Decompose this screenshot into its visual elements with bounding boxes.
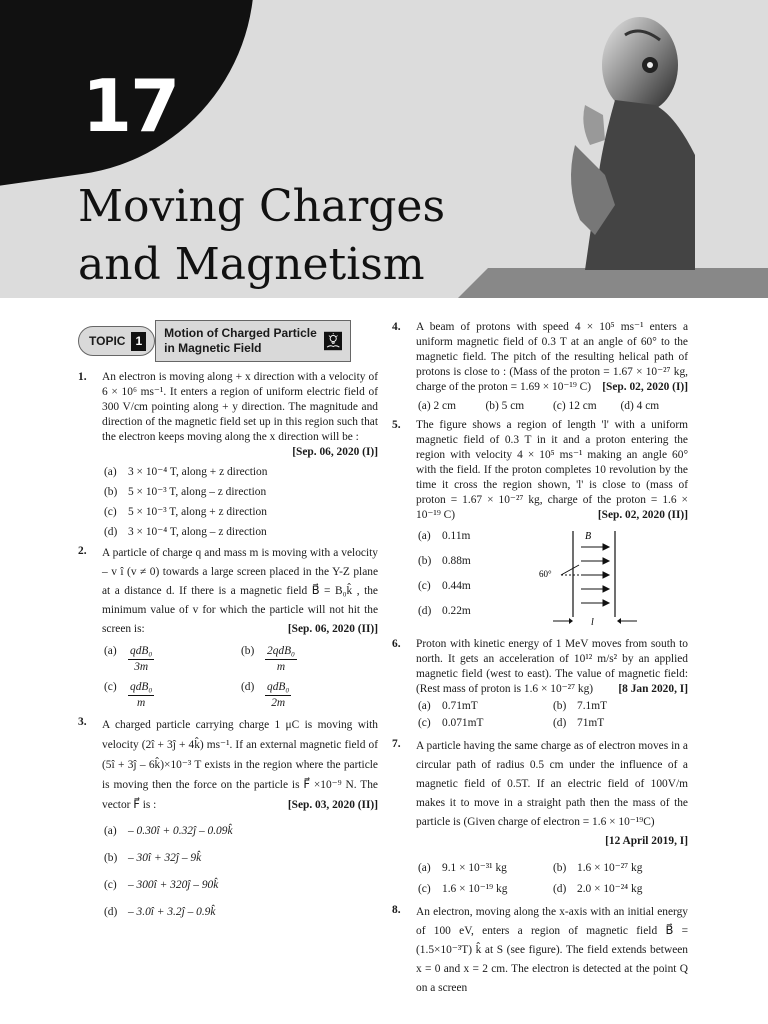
option[interactable] xyxy=(418,861,553,876)
question-number: 5. xyxy=(392,419,401,431)
option[interactable] xyxy=(486,399,554,414)
question-number: 8. xyxy=(392,904,401,916)
option-row xyxy=(418,399,688,414)
question-number: 4. xyxy=(392,321,401,333)
question-5 xyxy=(392,418,688,523)
thinking-robot-image xyxy=(545,5,695,270)
option-label: (a) xyxy=(418,530,431,542)
option[interactable] xyxy=(104,525,378,540)
question-source: [Sep. 06, 2020 (II)] xyxy=(287,623,378,635)
option-label: (a) xyxy=(104,825,117,837)
option-label: (d) xyxy=(620,400,634,412)
option[interactable] xyxy=(553,716,688,731)
question-source: [Sep. 02, 2020 (II)] xyxy=(597,509,688,521)
question-text: A charged particle carrying charge 1 μC is moving with velocity (2î + 3ĵ + 4k̂) ms⁻¹. If an external magnetic field of (5î + 3ĵ – 6k̂)×10⁻³ T exists in the region where the particle is moving then the force on the particle is F⃗ ×10⁻⁹ N. The vector F⃗ is : xyxy=(102,719,378,811)
option[interactable] xyxy=(104,878,378,893)
option-text: 0.71mT xyxy=(442,700,478,712)
option-label: (b) xyxy=(553,862,567,874)
option-label: (b) xyxy=(553,700,567,712)
question-7 xyxy=(392,737,688,851)
option-text: 3 × 10⁻⁴ T, along – z direction xyxy=(128,526,267,538)
option-label: (a) xyxy=(418,700,431,712)
option-label: (b) xyxy=(418,555,432,567)
option-text: 2.0 × 10⁻²⁴ kg xyxy=(577,883,643,895)
option-label: (b) xyxy=(104,852,118,864)
question-6 xyxy=(392,637,688,697)
option-text: 5 cm xyxy=(501,400,525,412)
question-text: A particle having the same charge as of electron moves in a circular path of radius 0.5 cm under the influence of a magnetic field of 0.5T. If an electric field of 100V/m makes it to move in a straight path then the mass of the particle is (Given charge of electron = 1.6 × 10⁻¹⁹C) xyxy=(416,740,688,828)
chapter-title xyxy=(78,178,445,294)
option-label: (d) xyxy=(104,526,118,538)
option[interactable] xyxy=(418,882,553,897)
option-text: 1.6 × 10⁻²⁷ kg xyxy=(577,862,643,874)
option-label: (c) xyxy=(418,580,431,592)
chapter-title-line2: and Magnetism xyxy=(78,239,425,290)
question-number: 3. xyxy=(78,716,87,728)
option[interactable] xyxy=(241,644,378,675)
option-label: (a) xyxy=(104,466,117,478)
question-text: Proton with kinetic energy of 1 MeV moves from south to north. It gets an acceleration of 10¹² m/s² by an applied magnetic field (west to east). The value of magnetic field: (Rest mass of proton is 1.6 × 10⁻²⁷ kg) xyxy=(416,638,688,695)
option-text: 7.1mT xyxy=(577,700,608,712)
option[interactable] xyxy=(418,716,553,731)
option-text: 0.88m xyxy=(442,555,471,567)
fraction-denominator: 3m xyxy=(134,661,149,673)
magnetic-field-figure xyxy=(533,529,653,629)
option-text: 71mT xyxy=(577,717,605,729)
right-column xyxy=(392,320,688,998)
option-label: (c) xyxy=(104,506,117,518)
question-8 xyxy=(392,903,688,998)
option-label: (d) xyxy=(241,681,255,693)
option[interactable] xyxy=(241,680,378,711)
option-text: 0.44m xyxy=(442,580,471,592)
lightbulb-hand-icon xyxy=(324,326,342,356)
topic-title xyxy=(155,320,351,362)
option[interactable] xyxy=(553,882,688,897)
option-text: – 300î + 320ĵ – 90k̂ xyxy=(128,879,219,891)
option-fraction xyxy=(265,644,297,675)
question-source: [Sep. 06, 2020 (I)] xyxy=(292,446,378,458)
option-label: (a) xyxy=(104,645,117,657)
option-text: 4 cm xyxy=(636,400,660,412)
option-fraction xyxy=(265,680,291,711)
option-text: 5 × 10⁻³ T, along – z direction xyxy=(128,486,267,498)
topic-title-text: Motion of Charged Particle in Magnetic Field xyxy=(164,326,317,355)
option-text: 9.1 × 10⁻³¹ kg xyxy=(442,862,507,874)
option[interactable] xyxy=(553,861,688,876)
option[interactable] xyxy=(418,399,486,414)
option-label: (a) xyxy=(418,400,431,412)
topic-word: TOPIC xyxy=(89,333,126,348)
question-text: An electron, moving along the x-axis with an initial energy of 100 eV, enters a region of magnetic field B⃗ = (1.5×10⁻³T) k̂ at S (see figure). The field extends between x = 0 and x = 2 cm. The electron is detected at the point Q on a screen xyxy=(416,906,688,994)
fraction-numerator: qdB₀ xyxy=(128,680,154,696)
option-fraction xyxy=(128,680,154,711)
option-label: (d) xyxy=(553,883,567,895)
option[interactable] xyxy=(553,699,688,714)
question-source: [Sep. 03, 2020 (II)] xyxy=(287,799,378,811)
question-number: 2. xyxy=(78,545,87,557)
option-text: – 3.0î + 3.2ĵ – 0.9k̂ xyxy=(128,906,216,918)
question-source: [12 April 2019, I] xyxy=(605,835,688,847)
question-4 xyxy=(392,320,688,395)
fraction-denominator: m xyxy=(137,697,146,709)
option-text: – 0.30î + 0.32ĵ – 0.09k̂ xyxy=(128,825,233,837)
angle-label: 60° xyxy=(539,569,552,579)
fraction-denominator: 2m xyxy=(271,697,286,709)
option-label: (c) xyxy=(418,717,431,729)
topic-number: 1 xyxy=(131,332,146,351)
option-label: (c) xyxy=(553,400,566,412)
fraction-numerator: 2qdB₀ xyxy=(265,644,297,660)
option-text: 0.071mT xyxy=(442,717,484,729)
option[interactable] xyxy=(104,644,241,675)
option[interactable] xyxy=(104,465,378,480)
option[interactable] xyxy=(104,505,378,520)
question-2 xyxy=(78,544,378,639)
option-row xyxy=(418,716,688,731)
option[interactable] xyxy=(104,824,378,839)
option[interactable] xyxy=(104,485,378,500)
option-label: (d) xyxy=(104,906,118,918)
question-1 xyxy=(78,370,378,460)
question-source: [Sep. 02, 2020 (I)] xyxy=(602,381,688,393)
chapter-header xyxy=(0,0,768,298)
option-fraction xyxy=(128,644,154,675)
option[interactable] xyxy=(553,399,621,414)
option-text: 0.11m xyxy=(442,530,471,542)
option-label: (d) xyxy=(418,605,432,617)
option[interactable] xyxy=(104,851,378,866)
option-label: (b) xyxy=(104,486,118,498)
option-text: – 30î + 32ĵ – 9k̂ xyxy=(128,852,202,864)
option-label: (b) xyxy=(241,645,255,657)
option-text: 2 cm xyxy=(433,400,456,412)
option-row xyxy=(418,882,688,897)
field-label: B xyxy=(585,531,592,542)
option-text: 12 cm xyxy=(568,400,597,412)
question-number: 6. xyxy=(392,638,401,650)
option-label: (c) xyxy=(104,879,117,891)
option-label: (d) xyxy=(553,717,567,729)
fraction-denominator: m xyxy=(276,661,286,673)
question-5-options xyxy=(418,529,688,629)
question-3 xyxy=(78,715,378,815)
fraction-numerator: qdB₀ xyxy=(265,680,291,696)
option-row xyxy=(418,699,688,714)
option-label: (c) xyxy=(418,883,431,895)
question-text: The figure shows a region of length 'l' with a uniform magnetic field of 0.3 T in it and a proton entering the region with velocity 4 × 10⁵ ms⁻¹ making an angle 60° with the field. If the proton completes 10 revolution by the time it cross the region shown, 'l' is close to (mass of proton = 1.67 × 10⁻²⁷ kg, charge of the proton = 1.6 × 10⁻¹⁹ C) xyxy=(416,419,688,521)
question-text: An electron is moving along + x direction with a velocity of 6 × 10⁶ ms⁻¹. It enters a region of uniform electric field of 300 V/cm pointing along + y direction. The magnitude and direction of the magnetic field set up in this region such that the electron keeps moving along the x direction will be : xyxy=(102,371,378,443)
option-text: 3 × 10⁻⁴ T, along + z direction xyxy=(128,466,268,478)
option-row xyxy=(104,680,378,711)
option[interactable] xyxy=(621,399,689,414)
length-label: l xyxy=(591,617,594,628)
option-row xyxy=(104,644,378,675)
question-number: 7. xyxy=(392,738,401,750)
topic-banner xyxy=(78,320,378,362)
question-number: 1. xyxy=(78,371,87,383)
option-text: 5 × 10⁻³ T, along + z direction xyxy=(128,506,267,518)
chapter-number: 17 xyxy=(82,64,179,148)
header-grey-strip xyxy=(458,268,768,298)
option[interactable] xyxy=(418,699,553,714)
left-column xyxy=(78,320,378,920)
question-source: [8 Jan 2020, I] xyxy=(618,683,688,695)
fraction-numerator: qdB₀ xyxy=(128,644,154,660)
option-row xyxy=(418,861,688,876)
option-label: (a) xyxy=(418,862,431,874)
option-label: (b) xyxy=(485,400,499,412)
question-text: A beam of protons with speed 4 × 10⁵ ms⁻¹ enters a uniform magnetic field of 0.3 T at an angle of 60° to the magnetic field. The pitch of the resulting helical path of protons is close to : (Mass of the proton = 1.67 × 10⁻²⁷ kg, charge of the proton = 1.69 × 10⁻¹⁹ C) xyxy=(416,321,688,393)
option[interactable] xyxy=(104,905,378,920)
option[interactable] xyxy=(104,680,241,711)
option-text: 0.22m xyxy=(442,605,471,617)
topic-label xyxy=(78,326,155,356)
chapter-title-line1: Moving Charges xyxy=(78,181,446,232)
option-label: (c) xyxy=(104,681,117,693)
option-text: 1.6 × 10⁻¹⁹ kg xyxy=(442,883,508,895)
question-text: A particle of charge q and mass m is moving with a velocity – v î (v ≠ 0) towards a large screen placed in the Y-Z plane at a distance d. If there is a magnetic field B⃗ = B₀k̂ , the minimum value of v for which the particle will not hit the screen is: xyxy=(102,547,378,635)
